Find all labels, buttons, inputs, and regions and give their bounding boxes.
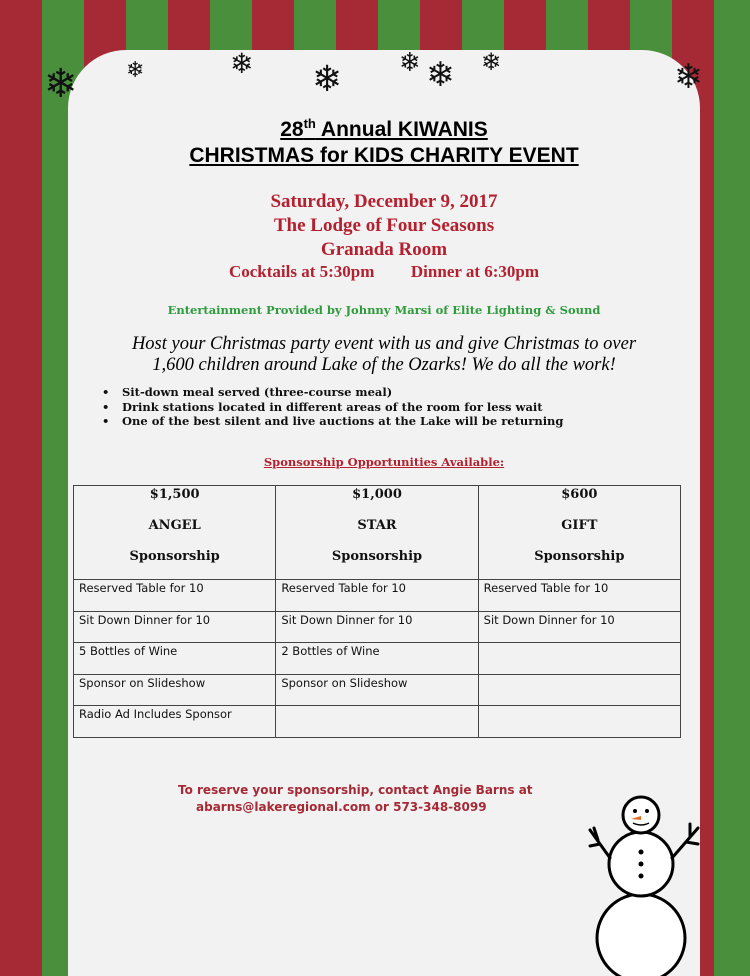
- tier-price: $1,500: [149, 487, 200, 502]
- tier-label: Sponsorship: [331, 549, 423, 564]
- dinner-time: Dinner at 6:30pm: [410, 262, 540, 281]
- snowflake-icon: ❄: [399, 48, 421, 78]
- table-cell: [478, 674, 680, 706]
- tier-angel: [74, 486, 276, 580]
- list-item: • Sit-down meal served (three-course meal): [122, 385, 563, 400]
- snowflake-icon: ❄: [426, 55, 455, 95]
- table-row: [74, 706, 681, 738]
- snowman-icon: [586, 790, 716, 976]
- table-cell: Reserved Table for 10: [74, 580, 276, 612]
- event-venue: The Lodge of Four Seasons: [273, 215, 495, 236]
- contact-info: [178, 782, 533, 816]
- table-cell: Sit Down Dinner for 10: [478, 611, 680, 643]
- snowflake-icon: ❄: [44, 61, 78, 107]
- sponsorship-table: [73, 485, 681, 738]
- tier-star: [276, 486, 478, 580]
- tier-label: Sponsorship: [534, 549, 625, 564]
- table-cell: Sit Down Dinner for 10: [74, 611, 276, 643]
- snowflake-icon: ❄: [312, 59, 343, 100]
- table-cell: Sponsor on Slideshow: [276, 674, 478, 706]
- table-cell: Reserved Table for 10: [276, 580, 478, 612]
- tier-name: GIFT: [561, 518, 598, 533]
- tier-price: $600: [561, 487, 598, 502]
- tier-price: $1,000: [352, 487, 402, 502]
- table-cell: 5 Bottles of Wine: [74, 643, 276, 675]
- tier-gift: [478, 486, 680, 580]
- tier-name: ANGEL: [148, 518, 201, 533]
- event-date: Saturday, December 9, 2017: [270, 191, 498, 212]
- table-cell: Sit Down Dinner for 10: [276, 611, 478, 643]
- snowflake-icon: ❄: [230, 47, 254, 80]
- table-cell: 2 Bottles of Wine: [276, 643, 478, 675]
- table-cell: [478, 643, 680, 675]
- table-row: [74, 611, 681, 643]
- event-room: Granada Room: [320, 239, 448, 260]
- table-cell: [276, 706, 478, 738]
- sponsorship-heading: Sponsorship Opportunities Available:: [263, 455, 505, 469]
- pitch-text: Host your Christmas party event with us and give Christmas to over 1,600 children around Lake of the Ozarks! We do all the work!: [131, 334, 637, 375]
- event-title-line1: 28th Annual KIWANIS: [280, 116, 488, 141]
- table-row: [74, 674, 681, 706]
- table-cell: [478, 706, 680, 738]
- list-item: • One of the best silent and live auctions at the Lake will be returning: [122, 414, 563, 429]
- cocktails-time: Cocktails at 5:30pm: [228, 262, 375, 281]
- table-cell: Radio Ad Includes Sponsor: [74, 706, 276, 738]
- entertainment-line: Entertainment Provided by Johnny Marsi of Elite Lighting & Sound: [167, 303, 601, 317]
- event-title-line2: CHRISTMAS for KIDS CHARITY EVENT: [189, 144, 579, 167]
- snowflake-icon: ❄: [126, 58, 145, 83]
- feature-list: [122, 385, 563, 429]
- event-times: [68, 262, 700, 282]
- table-cell: Sponsor on Slideshow: [74, 674, 276, 706]
- contact-line2: abarns@lakeregional.com or 573-348-8099: [196, 800, 487, 814]
- list-item: • Drink stations located in different areas of the room for less wait: [122, 400, 563, 415]
- contact-line1: To reserve your sponsorship, contact Angie Barns at: [178, 783, 533, 797]
- table-row: [74, 580, 681, 612]
- snowflake-icon: ❄: [674, 57, 703, 97]
- table-cell: Reserved Table for 10: [478, 580, 680, 612]
- snowflake-icon: ❄: [481, 48, 502, 76]
- table-header-row: [74, 486, 681, 580]
- tier-name: STAR: [357, 518, 397, 533]
- tier-label: Sponsorship: [129, 549, 220, 564]
- table-row: [74, 643, 681, 675]
